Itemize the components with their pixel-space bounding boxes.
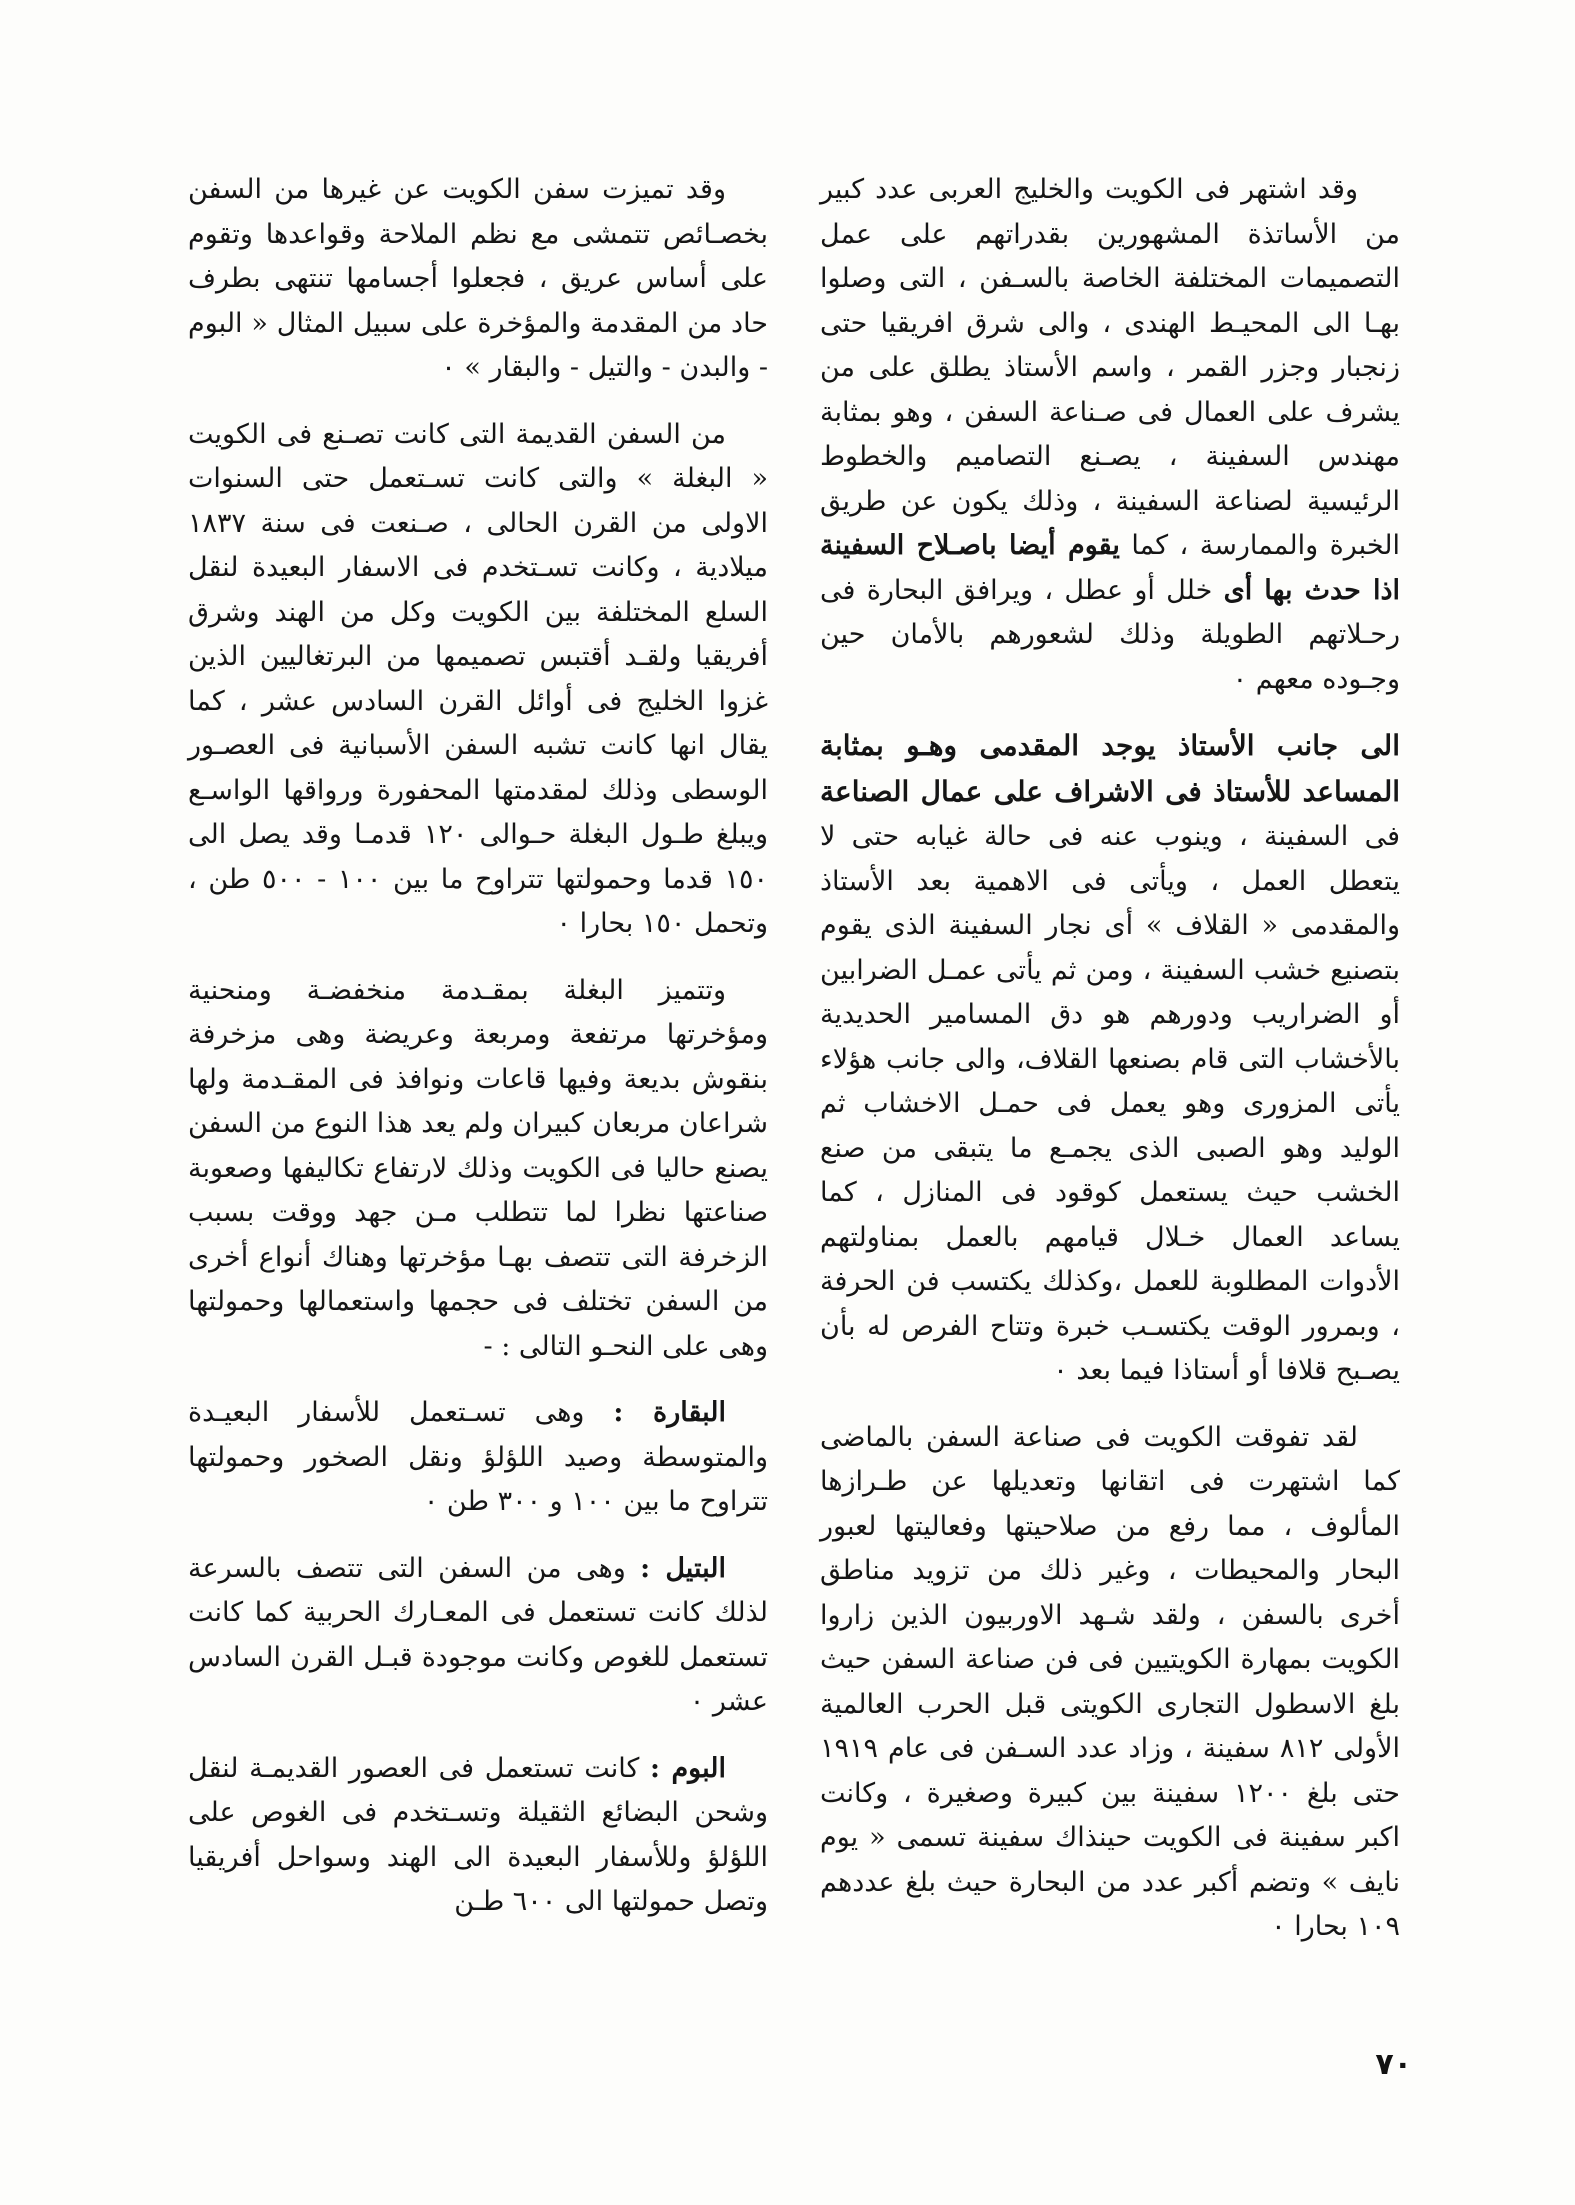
paragraph-text: وتتميز البغلة بمقـدمة منخفضـة ومنحنية ومؤخرتها مرتفعة ومربعة وعريضة وهى مزخرفة بنقوش بديعة وفيها قاعات ونوافذ فى المقـدمة ولها شراعان مربعان كبيران ولم يعد هذا النوع من السفن يصنع حاليا فى الكويت وذلك لارتفاع تكاليفها وصعوبة صناعتها نظرا لما تتطلب مـن جهد ووقت بسبب الزخرفة التى تتصف بهـا مؤخرتها وهناك أنواع أخرى من السفن تختلف فى حجمها واستعمالها وحمولتها وهى على النحـو التالى : - xyxy=(187,974,768,1362)
paragraph-master-builder xyxy=(820,168,1400,702)
bold-heading-text: الى جانب الأستاذ يوجد المقدمى وهـو بمثابة المساعد للأستاذ فى الاشراف على عمال الصناعة xyxy=(820,729,1400,808)
paragraph-boom xyxy=(188,1747,768,1925)
paragraph-text: خلل أو عطل ، ويرافق البحارة فى رحـلاتهم الطويلة وذلك لشعورهم بالأمان حين وجـوده معهم ٠ xyxy=(820,574,1400,695)
paragraph-text: وقد تميزت سفن الكويت عن غيرها من السفن بخصـائص تتمشى مع نظم الملاحة وقواعدها وتقوم على أساس عريق ، فجعلوا أجسامها تنتهى بطرف حاد من المقدمة والمؤخرة على سبيل المثال « البوم - والبدن - والتيل - والبقار » ٠ xyxy=(188,174,768,383)
paragraph-text: وهى تسـتعمل للأسفار البعيـدة والمتوسطة وصيد اللؤلؤ ونقل الصخور وحمولتها تتراوح ما بين ١٠٠ و ٣٠٠ طن ٠ xyxy=(188,1397,768,1517)
term-baqqara: البقارة : xyxy=(613,1397,727,1428)
paragraph-baqqara xyxy=(188,1391,768,1525)
bold-phrase: يقوم أيضا باصـلاح السفينة اذا حدث بها أى xyxy=(820,530,1400,606)
paragraph-text: وقد اشتهر فى الكويت والخليج العربى عدد كبير من الأساتذة المشهورين بقدراتهم على عمل التصميمات المختلفة الخاصة بالسـفن ، التى وصلوا بهـا الى المحيـط الهندى ، والى شرق افريقيا حتى زنجبار وجزر القمر ، واسم الأستاذ يطلق على من يشرف على العمال فى صـناعة السفن ، وهو بمثابة مهندس السفينة ، يصـنع التصاميم والخطوط الرئيسية لصناعة السفينة ، وذلك يكون عن طريق الخبرة والممارسة ، كما xyxy=(820,174,1400,561)
paragraph-baghla-features xyxy=(188,969,768,1370)
paragraph-text: وهى من السفن التى تتصف بالسرعة لذلك كانت تستعمل فى المعـارك الحربية كما كانت تستعمل للغوص وكانت موجودة قبـل القرن السادس عشر ٠ xyxy=(188,1552,768,1717)
right-column xyxy=(820,168,1400,1950)
page-number: ٧٠ xyxy=(1375,2047,1412,2082)
paragraph-baghla xyxy=(188,413,768,947)
paragraph-text: كانت تستعمل فى العصور القديمـة لنقل وشحن البضائع الثقيلة وتسـتخدم فى الغوص على اللؤلؤ وللأسفار البعيدة الى الهند وسواحل أفريقيا وتصل حمولتها الى ٦٠٠ طـن xyxy=(188,1752,768,1917)
paragraph-text: من السفن القديمة التى كانت تصـنع فى الكويت « البغلة » والتى كانت تسـتعمل حتى السنوات الاولى من القرن الحالى ، صـنعت فى سنة ١٨٣٧ ميلادية ، وكانت تسـتخدم فى الاسفار البعيدة لنقل السلع المختلفة بين الكويت وكل من الهند وشرق أفريقيا ولقـد أقتبس تصميمها من البرتغاليين الذين غزوا الخليج فى أوائل القرن السادس عشر ، كما يقال انها كانت تشبه السفن الأسبانية فى العصـور الوسطى وذلك لمقدمتها المحفورة ورواقها الواسـع ويبلغ طـول البغلة حـوالى ١٢٠ قدمـا وقد يصل الى ١٥٠ قدما وحمولتها تتراوح ما بين ١٠٠ - ٥٠٠ طن ، وتحمل ١٥٠ بحارا ٠ xyxy=(188,418,769,939)
paragraph-batil xyxy=(188,1547,768,1725)
paragraph-assistants xyxy=(820,724,1400,1394)
paragraph-ship-features xyxy=(188,168,768,391)
term-boom: البوم : xyxy=(650,1752,726,1784)
left-column xyxy=(188,168,768,1925)
paragraph-text: فى السفينة ، وينوب عنه فى حالة غيابه حتى لا يتعطل العمل ، ويأتى فى الاهمية بعد الأستاذ والمقدمى « القلاف » أى نجار السفينة الذى يقوم بتصنيع خشب السفينة ، ومن ثم يأتى عمـل الضرابين أو الضراريب ودورهم هو دق المسامير الحديدية بالأخشاب التى قام بصنعها القلاف، والى جانب هؤلاء يأتى المزورى وهو يعمل فى حمـل الاخشاب ثم الوليد وهو الصبى الذى يجمـع ما يتبقى من صنع الخشب حيث يستعمل كوقود فى المنازل ، كما يساعد العمال خـلال قيامهم بالعمل بمناولتهم الأدوات المطلوبة للعمل ،وكذلك يكتسب فن الحرفة ، وبمرور الوقت يكتسـب خبرة وتتاح الفرص له بأن يصـبح قلافا أو أستاذا فيما بعد ٠ xyxy=(820,821,1400,1386)
term-batil: البتيل : xyxy=(640,1552,726,1584)
paragraph-text: لقد تفوقت الكويت فى صناعة السفن بالماضى كما اشتهرت فى اتقانها وتعديلها عن طـرازها المألوف ، مما رفع من صلاحيتها وفعاليتها لعبور البحار والمحيطات ، وغير ذلك من تزويد مناطق أخرى بالسفن ، ولقد شـهد الاوربيون الذين زاروا الكويت بمهارة الكويتيين فى فن صناعة السفن حيث بلغ الاسطول التجارى الكويتى قبل الحرب العالمية الأولى ٨١٢ سفينة ، وزاد عدد السـفن فى عام ١٩١٩ حتى بلغ ١٢٠٠ سفينة بين كبيرة وصغيرة ، وكانت اكبر سفينة فى الكويت حينذاك سفينة تسمى « يوم نايف » وتضم أكبر عدد من البحارة حيث بلغ عددهم ١٠٩ بحارا ٠ xyxy=(820,1421,1400,1942)
paragraph-kuwait-fleet xyxy=(820,1416,1400,1950)
